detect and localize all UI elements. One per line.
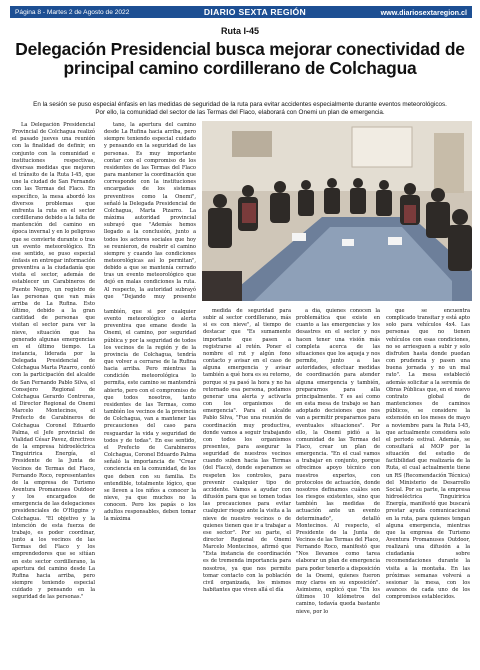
column-3-text: medida de seguridad para subir al sector cordillerano, más si es con nieve", al tiempo de destacar que "Es sumamente importante que pasen a registrarse al retén. Poner el nombre el rut y algún fono contacto y avisar en el caso de alguna emergencia y avisar también a qué hora es su retorno, porque si ya pasó la hora y no ha retornado esa persona, podamos generar una alerta y activarla con los organismos de emergencia". Para el alcalde Pablo Silva, "Fue una reunión de coordinación muy productiva, donde vamos a seguir trabajando con todos los organismos presentes, para asegurar la seguridad de nuestros vecinos cuando suben hacia las Termas (del Flaco), donde esperamos se respeten los controles, para prevenir cualquier tipo de accidente. Vamos a ayudar con difusión para que se tomen todas las precauciones para evitar cualquier riesgo ante la visita a la nieve de nuestro vecinos o de quienes tienen que ir a trabajar a ese sector". Por su parte, el director Regional de Onemi Marcelo Montecinos, afirmó que "Esta instancia de coordinación es de tremenda importancia para nosotros, ya que nos permite tomar contacto con la población civil organizada, los mismos habitantes que viven allá el día (203, 308, 291, 594)
subheadline-line-1: En la sesión se puso especial énfasis en las medidas de seguridad de la ruta para evitar accidentes especialmente durante eventos meteorológicos. (33, 101, 447, 108)
article-column-3 (203, 308, 291, 666)
article-column-5 (386, 308, 470, 666)
page-number-date: Página 8 - Martes 2 de Agosto de 2022 (15, 8, 130, 16)
meeting-photo (202, 121, 472, 301)
article-column-1 (12, 122, 95, 666)
column-2-text: tano, la apertura del camino desde La Rufina hacia arriba, pero siempre teniendo especial cuidado y pensando en la seguridad de las personas. Es muy importante contar con el compromiso de los residentes de las Termas del Flaco para mantener la coordinación que corresponde con la instituciones encargadas de los sistemas preventivos como la Onemi", señaló la Delegada Presidencial de Colchagua, Marta Pizarro. La máxima autoridad provincial subrayó que "Además hemos llegado a la conclusión, junto a todos los actores sociales que hoy se reunieron, de reabrir el camino siempre y cuando las condiciones meteorológicas así lo permitan", debido a que se mantenía cerrado tras un evento meteorológico que dejó en malas condiciones la ruta. Al respecto, la autoridad subrayó que "Dejando muy presente (104, 122, 196, 300)
subheadline (14, 101, 466, 116)
headline: Delegación Presidencial busca mejorar conectividad de principal camino cordillerano de Colchagua (15, 39, 465, 78)
article-column-2-lower (104, 308, 196, 666)
column-1-text: La Delegación Presidencial Provincial de Colchagua realizó el pasado jueves una reunión con la finalidad de definir, en conjunto con la comunidad e instituciones respectivas, diversas medidas que mejoren el tránsito de la Ruta I-45, que une la ciudad de San Fernando con las Termas del Flaco. En específico, la mesa abordó los diversos problemas que enfrenta la ruta en el sector cordillerano debido a la falta de mantención del camino en época invernal y en lo peligroso que se convierte durante o tras un evento meteorológico. En ese sentido, se puso especial énfasis en entregar información preventiva a la ciudadanía que visita el sector, además de establecer un Carabineros de Puente Negro, un registro de las personas que van más arriba de La Rufina. Esto último, debido a la gran cantidad de personas que visitan el sector para ver la nieve, situación que ha generado algunas emergencias en el último tiempo. La instancia, liderada por la Delegada Presidencial de Colchagua Marta Pizarro, contó con la participación del alcalde de San Fernando Pablo Silva, el Consejero Regional de Colchagua Gerardo Contreras, el Director Regional de Onemi Marcelo Montecinos, el Prefecto de Carabineros de Colchagua Coronel Eduardo Palma, el Jefe provincial de Vialidad César Pavez, directivos de la empresa hidroeléctrica Tinguiririca Energía, el Presidente de la Junta de Vecinos de Termas del Flaco, Fernando Roco, representantes de la empresa de Turismo Aventura Promanuses Outdoor y los encargados de emergencia de las delegaciones presidenciales de O'Higgins y Colchagua. "El objetivo y la intención de esta fuerza de trabajo, es poder coordinar, junto a los vecinos de las Termas del Flaco y los emprendedores que se sitúan en este sector cordillerano, la apertura del camino desde La Rufina hacia arriba, pero siempre teniendo especial cuidado y pensando en la seguridad de las personas." (12, 122, 95, 601)
meeting-photo-illustration (202, 121, 472, 301)
column-2-lower-text: también, que si por cualquier evento meteorológico o alerta preventiva que emane desde la Onemi, el camino, por seguridad pública y por la seguridad de todos los vecinos de la región y de la provincia de Colchagua, tendría que volver a cerrarse de la Rufina hacia arriba. Pero mientras la condición meteorológica lo permita, este camino se mantendrá abierto, pero con el compromiso de que todos nosotros, tanto residentes de las Termas, como también los vecinos de la provincia de Colchagua, van a mantener las precauciones del caso para resguardar la vida y seguridad de todos y de todas". En ese sentido, el Prefecto de Carabineros Colchagua, Coronel Eduardo Palma señaló la importancia de "Crear conciencia en la comunidad, de los que deben con su familia. Es entendible, totalmente lógico, que se lleven a los niños a conocer la nieve, ya que muchos no la conocen. Pero los papás o los adultos responsables, deben tomar la máxima (104, 308, 196, 523)
article-column-4 (296, 308, 380, 666)
newspaper-title: DIARIO SEXTA REGIÓN (203, 7, 307, 17)
page-header-bar (10, 6, 472, 18)
column-4-text: a día, quienes conocen la problemática que existe en cuanto a las emergencias y los desastres en el sector y nos hacen tener una visión más completa acerca de las situaciones que los aqueja y nos permite, junto a las autoridades, efectuar medidas de coordinación para atender alguna emergencia y también, prepararnos para alla principalmente. Y es así como en esta mesa de trabajo se han adoptado decisiones que nos van a permitir prepararnos para eventuales situaciones". Por ello, la Onemi pidió a la comunidad de las Termas del Flaco, crear un plan de emergencia. "En el cual vamos a trabajar en conjunto, porque ofrecimos apoyo técnico con nuestros expertos, con protocolos de actuación, donde nosotros definamos cuáles son los riesgos existentes, sino que también las medidas de actuación ante un evento determinado", detalló Montecinos. Al respecto, el Presidente de la Junta de Vecinos de las Termas del Flaco, Fernando Roco, manifestó que "Nos llevamos como tarea elaborar un plan de emergencia para poder tenerlo a disposición de la Onemi, quienes fueron muy claros en su exposición". Asimismo, explicó que "En los últimos 10 kilómetros del camino, todavía queda bastante nieve, por lo (296, 308, 380, 615)
section-label: Ruta I-45 (220, 26, 259, 36)
website-link[interactable]: www.diariosextaregion.cl (380, 7, 467, 17)
article-column-2 (104, 122, 196, 300)
subheadline-line-2: Por ello, la comunidad del sector de las Termas del Flaco, elaborará con Onemi un plan de emergencia. (95, 108, 385, 116)
column-5-text: que se encuentra complicado transitar y está apto solo para vehículos 4x4. Las personas que no tienen vehículos con esas condiciones, no se arriesguen a subir y solo disfruten hasta donde puedan con prudencia y pasen una buena jornada y no un mal rato". La mesa estableció además solicitar a la seremía de Obras Públicas que, en el nuevo contrato global de mantenciones de caminos públicos, se considere la extensión en los meses de mayo a noviembre para la Ruta I-45, que actualmente considera solo el periodo estival. Además, se consultará al MOP por la situación del estudio de factibilidad que realizaría de la Ruta, el cual actualmente tiene un RS (Recomendación Técnica) del Ministerio de Desarrollo Social. Por su parte, la empresa hidroeléctrica Tinguiririca Energía, manifestó que buscará prestar ayuda comunicacional en la ruta, para quienes tengan alguna emergencia, mientras que la empresa de Turismo Aventura Promanuses Outdoor, realizará una difusión a la ciudadanía sobre recomendaciones durante la visita a la montaña. En las próximas semanas volverá a sesionar la mesa, con los avances de cada uno de los compromisos establecidos. (386, 308, 470, 601)
